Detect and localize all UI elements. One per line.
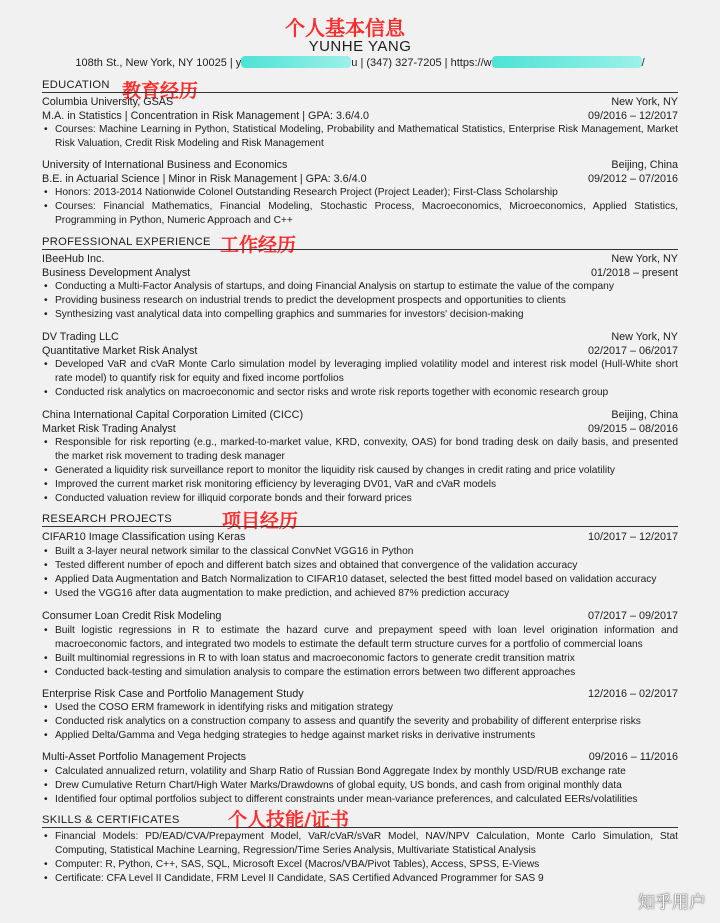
list-item: • Providing business research on industrial trends to predict the development prospects and opportunities to clients	[42, 294, 678, 308]
exp-company: DV Trading LLC	[42, 331, 119, 343]
list-item: • Applied Data Augmentation and Batch Normalization to CIFAR10 dataset, selected the best fitted model based on validation accuracy	[42, 573, 678, 587]
list-item: • Used the COSO ERM framework in identifying risks and mitigation strategy	[42, 701, 678, 715]
edu-location: Beijing, China	[611, 159, 678, 171]
edu-2-bullets	[42, 186, 678, 228]
edu-school: Columbia University, GSAS	[42, 96, 174, 108]
exp-location: Beijing, China	[611, 409, 678, 421]
skills-bullets	[42, 830, 678, 886]
exp-1-header	[42, 252, 678, 266]
list-item: • Applied Delta/Gamma and Vega hedging strategies to hedge against market risks in derivative instruments	[42, 729, 678, 743]
proj-name: Consumer Loan Credit Risk Modeling	[42, 610, 222, 622]
exp-title: Quantitative Market Risk Analyst	[42, 345, 198, 357]
proj-4-header	[42, 750, 678, 764]
redaction-mark	[241, 56, 351, 68]
list-item: • Tested different number of epoch and different batch sizes and obtained that convergence of the validation accuracy	[42, 559, 678, 573]
list-item: • Developed VaR and cVaR Monte Carlo simulation model by leveraging implied volatility model and interest risk model (Hull-White short rate model) to quantify risk for equity and fixed income portfolios	[42, 358, 678, 386]
phone: | (347) 327-7205 |	[360, 57, 448, 69]
exp-dates: 02/2017 – 06/2017	[587, 345, 678, 357]
list-item: • Conducted risk analytics on macroeconomic and sector risks and wrote risk reports together with economic research group	[42, 386, 678, 400]
edu-1-degree-row	[42, 109, 678, 123]
proj-1-header	[42, 530, 678, 544]
list-item: • Certificate: CFA Level II Candidate, FRM Level II Candidate, SAS Certified Advanced Programmer for SAS 9	[42, 872, 678, 886]
list-item: • Built multinomial regressions in R to with loan status and macroeconomic factors to generate credit transition matrix	[42, 652, 678, 666]
url-suffix: /	[641, 57, 645, 69]
edu-location: New York, NY	[611, 96, 678, 108]
list-item: • Responsible for risk reporting (e.g., marked-to-market value, KRD, convexity, OAS) for bond trading desk on daily basis, and presented the market risk movement to trading desk manager	[42, 436, 678, 464]
proj-2-header	[42, 609, 678, 623]
exp-2-bullets	[42, 358, 678, 400]
exp-location: New York, NY	[611, 253, 678, 265]
annotation-work: 工作经历	[220, 234, 297, 256]
edu-degree: B.E. in Actuarial Science | Minor in Risk Management | GPA: 3.6/4.0	[42, 173, 367, 185]
section-experience: PROFESSIONAL EXPERIENCE	[42, 236, 678, 250]
list-item: • Conducted back-testing and simulation analysis to compare the estimation errors between two different approaches	[42, 666, 678, 680]
annotation-projects: 项目经历	[222, 510, 299, 532]
list-item: • Conducting a Multi-Factor Analysis of startups, and doing Financial Analysis on startup to estimate the value of the company	[42, 280, 678, 294]
annotation-education: 教育经历	[122, 80, 199, 102]
list-item: • Calculated annualized return, volatility and Sharp Ratio of Russian Bond Aggregate Index by monthly USD/RUB exchange rate	[42, 765, 678, 779]
exp-company: China International Capital Corporation Limited (CICC)	[42, 409, 304, 421]
list-item: • Courses: Machine Learning in Python, Statistical Modeling, Probability and Mathematical Statistics, Enterprise Risk Management, Market Risk Valuation, Credit Risk Modeling and Risk Management	[42, 123, 678, 151]
section-skills: SKILLS & CERTIFICATES	[42, 814, 678, 828]
exp-3-bullets	[42, 436, 678, 506]
proj-name: Enterprise Risk Case and Portfolio Management Study	[42, 688, 304, 700]
exp-title: Business Development Analyst	[42, 267, 191, 279]
list-item: • Courses: Financial Mathematics, Financial Modeling, Stochastic Process, Macroeconomics, Microeconomics, Applied Statistics, Programming in Python, Numeric Approach and C++	[42, 200, 678, 228]
exp-2-title-row	[42, 344, 678, 358]
proj-name: CIFAR10 Image Classification using Keras	[42, 531, 246, 543]
contact-line	[0, 56, 720, 69]
exp-2-header	[42, 330, 678, 344]
address: 108th St., New York, NY 10025 |	[75, 57, 233, 69]
exp-1-bullets	[42, 280, 678, 322]
list-item: • Financial Models: PD/EAD/CVA/Prepayment Model, VaR/cVaR/sVaR Model, NAV/NPV Calculation, Monte Carlo Simulation, Stat Computing, Statistical Machine Learning, Regression/Time Series Analysis, Multivariate Statistical Analysis	[42, 830, 678, 858]
list-item: • Drew Cumulative Return Chart/High Water Marks/Drawdowns of global equity, US bonds, and cash from original monthly data	[42, 779, 678, 793]
edu-2-header	[42, 158, 678, 172]
proj-dates: 09/2016 – 11/2016	[588, 751, 678, 763]
proj-dates: 07/2017 – 09/2017	[587, 610, 678, 622]
exp-3-header	[42, 408, 678, 422]
section-education: EDUCATION	[42, 79, 678, 93]
email-prefix: y	[235, 57, 242, 69]
edu-1-bullets	[42, 123, 678, 151]
list-item: • Built logistic regressions in R to estimate the hazard curve and prepayment speed with loan level origination information and macroeconomic factors, and integrated two models to estimate the default term structure curves for a portfolio of commercial loans	[42, 624, 678, 652]
edu-dates: 09/2016 – 12/2017	[587, 110, 678, 122]
proj-3-bullets	[42, 701, 678, 743]
list-item: • Built a 3-layer neural network similar to the classical ConvNet VGG16 in Python	[42, 545, 678, 559]
list-item: • Conducted valuation review for illiquid corporate bonds and their forward prices	[42, 492, 678, 506]
list-item: • Improved the current market risk monitoring efficiency by leveraging DV01, VaR and cVaR models	[42, 478, 678, 492]
section-research: RESEARCH PROJECTS	[42, 513, 678, 527]
candidate-name: YUNHE YANG	[308, 38, 412, 55]
list-item: • Computer: R, Python, C++, SAS, SQL, Microsoft Excel (Macros/VBA/Pivot Tables), Access, SPSS, E-Views	[42, 858, 678, 872]
exp-location: New York, NY	[611, 331, 678, 343]
email-suffix: u	[351, 57, 358, 69]
exp-3-title-row	[42, 422, 678, 436]
proj-4-bullets	[42, 765, 678, 807]
edu-degree: M.A. in Statistics | Concentration in Risk Management | GPA: 3.6/4.0	[42, 110, 370, 122]
list-item: • Identified four optimal portfolios subject to different constraints under mean-variance preferences, and calculated EERs/volatilities	[42, 793, 678, 807]
exp-title: Market Risk Trading Analyst	[42, 423, 176, 435]
annotation-skills: 个人技能/证书	[228, 809, 349, 831]
list-item: • Generated a liquidity risk surveillance report to monitor the liquidity risk caused by changes in credit rating and price volatility	[42, 464, 678, 478]
proj-1-bullets	[42, 545, 678, 601]
list-item: • Conducted risk analytics on a construction company to assess and quantify the severity and probability of different enterprise risks	[42, 715, 678, 729]
proj-name: Multi-Asset Portfolio Management Projects	[42, 751, 247, 763]
list-item: • Used the VGG16 after data augmentation to make prediction, and achieved 87% prediction accuracy	[42, 587, 678, 601]
edu-1-header	[42, 95, 678, 109]
proj-2-bullets	[42, 624, 678, 680]
watermark: 知乎用户	[638, 893, 706, 913]
exp-1-title-row	[42, 266, 678, 280]
exp-company: IBeeHub Inc.	[42, 253, 105, 265]
proj-dates: 12/2016 – 02/2017	[587, 688, 678, 700]
annotation-personal-info: 个人基本信息	[285, 16, 405, 40]
edu-school: University of International Business and Economics	[42, 159, 288, 171]
exp-dates: 09/2015 – 08/2016	[587, 423, 678, 435]
url-prefix: https://w	[450, 57, 492, 69]
proj-3-header	[42, 687, 678, 701]
edu-dates: 09/2012 – 07/2016	[587, 173, 678, 185]
proj-dates: 10/2017 – 12/2017	[587, 531, 678, 543]
exp-dates: 01/2018 – present	[590, 267, 678, 279]
list-item: • Honors: 2013-2014 Nationwide Colonel Outstanding Research Project (Project Leader); First-Class Scholarship	[42, 186, 678, 200]
list-item: • Synthesizing vast analytical data into compelling graphics and summaries for investors' decision-making	[42, 308, 678, 322]
redaction-mark	[492, 56, 642, 68]
edu-2-degree-row	[42, 172, 678, 186]
